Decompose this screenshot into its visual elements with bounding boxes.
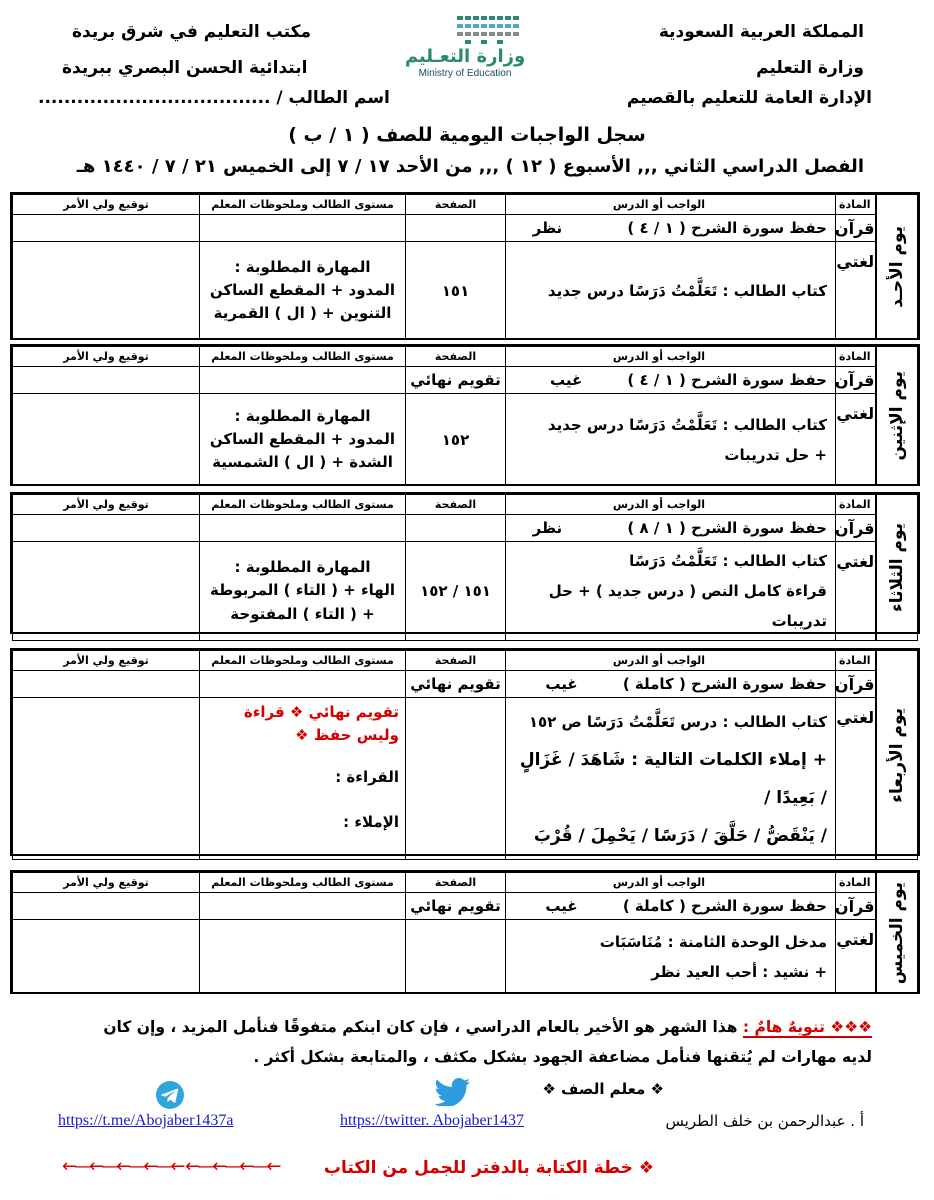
header-notes: مستوى الطالب وملحوظات المعلم: [200, 651, 406, 671]
day-block: [10, 492, 920, 634]
lughati-hw-line: + إملاء الكلمات التالية : شَاهَدَ / غَزَالٍ / بَعِيدًا /: [519, 749, 827, 808]
quran-sign[interactable]: [13, 367, 200, 394]
lughati-page: ١٥٢: [406, 394, 506, 486]
quran-page: تقويم نهائي: [406, 893, 506, 920]
office-title: مكتب التعليم في شرق بريدة: [72, 22, 311, 42]
lughati-page: [406, 920, 506, 994]
header-homework: الواجب أو الدرس: [506, 495, 836, 515]
day-block: [10, 344, 920, 486]
quran-page: تقويم نهائي: [406, 367, 506, 394]
quran-page: [406, 215, 506, 242]
teacher-name: أ . عبدالرحمن بن خلف الطريس: [665, 1112, 864, 1130]
header-page: الصفحة: [406, 347, 506, 367]
lughati-homework: [506, 698, 836, 860]
lughati-subject: لغتي: [836, 394, 876, 486]
lughati-sign[interactable]: [13, 242, 200, 340]
note-text-1: هذا الشهر هو الأخير بالعام الدراسي ، فإن كان ابنكم متفوقًا فنأمل المزيد ، وإن كان: [103, 1018, 743, 1036]
directorate-title: الإدارة العامة للتعليم بالقصيم: [626, 88, 872, 108]
note-line-2: لديه مهارات لم يُتقنها فنأمل مضاعفة الجهود بشكل مكثف ، والمتابعة بشكل أكثر .: [253, 1048, 872, 1066]
teacher-note-line: التنوين + ( ال ) القمرية: [213, 304, 392, 323]
day-name-cell: [876, 873, 918, 994]
lughati-hw-line: مدخل الوحدة الثامنة : مُنَاسَبَات: [599, 932, 827, 951]
teacher-label: ❖ معلم الصف ❖: [542, 1080, 664, 1098]
day-name-cell: [876, 495, 918, 641]
lughati-subject: لغتي: [836, 542, 876, 641]
quran-sign[interactable]: [13, 215, 200, 242]
semester-line: الفصل الدراسي الثاني ,,, الأسبوع ( ١٢ ) ,,, من الأحد ١٧ / ٧ إلى الخميس ٢١ / ٧ / ١٤٤٠ هـ: [76, 156, 864, 177]
quran-page: تقويم نهائي: [406, 671, 506, 698]
header-page: الصفحة: [406, 495, 506, 515]
footer-plan: ❖ خطة الكتابة بالدفتر للجمل من الكتاب: [323, 1158, 654, 1178]
lughati-hw-line: / يَنْقَضُّ / حَلَّقَ / دَرَسًا / يَحْمِلَ / قُرْبَ: [533, 825, 827, 846]
quran-row: [13, 515, 918, 542]
day-name: يوم الأحـد: [886, 226, 907, 308]
lughati-hw-line: كتاب الطالب : تَعَلَّمْتُ دَرَسًا درس جديد: [547, 415, 827, 434]
lughati-subject: لغتي: [836, 242, 876, 340]
quran-homework: [506, 671, 836, 698]
quran-homework: [506, 367, 836, 394]
header-notes: مستوى الطالب وملحوظات المعلم: [200, 195, 406, 215]
teacher-note-line: تقويم نهائي ❖ قراءة وليس حفظ ❖: [243, 703, 399, 745]
ministry-logo-icon: [455, 14, 525, 48]
lughati-row: [13, 542, 918, 641]
quran-notes: [200, 671, 406, 698]
lughati-row: [13, 698, 918, 860]
day-name-cell: [876, 347, 918, 486]
twitter-icon[interactable]: [435, 1078, 471, 1106]
quran-hw-text: حفظ سورة الشرح ( ١ / ٤ ): [627, 219, 827, 237]
quran-hw-text: حفظ سورة الشرح ( كاملة ): [622, 675, 827, 693]
lughati-sign[interactable]: [13, 394, 200, 486]
teacher-note-line: المهارة المطلوبة :: [234, 406, 371, 425]
header-homework: الواجب أو الدرس: [506, 651, 836, 671]
teacher-note-line: المدود + المقطع الساكن: [209, 280, 396, 299]
lughati-hw-line: كتاب الطالب : تَعَلَّمْتُ دَرَسًا درس جديد: [547, 281, 827, 300]
header-page: الصفحة: [406, 873, 506, 893]
quran-notes: [200, 215, 406, 242]
lughati-subject: لغتي: [836, 920, 876, 994]
teacher-note-line: القراءة :: [335, 767, 399, 786]
quran-subject: قرآن: [836, 215, 876, 242]
lughati-row: [13, 920, 918, 994]
lughati-page: ١٥١ / ١٥٢: [406, 542, 506, 641]
header-notes: مستوى الطالب وملحوظات المعلم: [200, 495, 406, 515]
lughati-notes: [200, 920, 406, 994]
twitter-link[interactable]: https://twitter. Abojaber1437: [340, 1112, 524, 1129]
lughati-hw-line: كتاب الطالب : تَعَلَّمْتُ دَرَسًا: [629, 552, 827, 570]
quran-homework: [506, 515, 836, 542]
column-header-row: [13, 873, 918, 893]
column-header-row: [13, 651, 918, 671]
lughati-sign[interactable]: [13, 920, 200, 994]
lughati-homework: [506, 394, 836, 486]
quran-row: [13, 893, 918, 920]
header-subject: المادة: [836, 873, 876, 893]
lughati-page: ١٥١: [406, 242, 506, 340]
quran-homework: [506, 893, 836, 920]
lughati-homework: [506, 542, 836, 641]
header-subject: المادة: [836, 651, 876, 671]
header-page: الصفحة: [406, 195, 506, 215]
footer-arrows: ←—←—←—←—← ←—←—←—←: [62, 1156, 279, 1177]
column-header-row: [13, 495, 918, 515]
column-header-row: [13, 195, 918, 215]
quran-hw-mode: نظر: [532, 519, 563, 537]
lughati-hw-line: كتاب الطالب : درس تَعَلَّمْتُ دَرَسًا ص ١٥٢: [528, 712, 827, 731]
quran-page: [406, 515, 506, 542]
day-block: [10, 192, 920, 340]
header-subject: المادة: [836, 495, 876, 515]
teacher-note-line: الهاء + ( التاء ) المربوطة: [210, 581, 395, 600]
day-name-cell: [876, 651, 918, 860]
quran-hw-mode: غيب: [549, 371, 583, 389]
logo-english-text: Ministry of Education: [418, 68, 512, 79]
header-homework: الواجب أو الدرس: [506, 195, 836, 215]
quran-hw-text: حفظ سورة الشرح ( ١ / ٨ ): [627, 519, 827, 537]
teacher-note-line: المدود + المقطع الساكن: [209, 429, 396, 448]
header-sign: توقيع ولي الأمر: [13, 347, 200, 367]
quran-hw-text: حفظ سورة الشرح ( كاملة ): [622, 897, 827, 915]
student-name-field: اسم الطالب / ....................................: [38, 88, 390, 108]
quran-sign[interactable]: [13, 515, 200, 542]
header-sign: توقيع ولي الأمر: [13, 195, 200, 215]
header-subject: المادة: [836, 195, 876, 215]
header-sign: توقيع ولي الأمر: [13, 495, 200, 515]
lughati-hw-line: + حل تدريبات: [724, 445, 827, 464]
quran-notes: [200, 515, 406, 542]
quran-subject: قرآن: [836, 671, 876, 698]
header-sign: توقيع ولي الأمر: [13, 873, 200, 893]
day-name-cell: [876, 195, 918, 340]
quran-notes: [200, 367, 406, 394]
quran-hw-mode: غيب: [545, 675, 578, 693]
day-name: يوم الإثنين: [886, 371, 907, 461]
teacher-note-line: المهارة المطلوبة :: [234, 257, 371, 276]
quran-subject: قرآن: [836, 515, 876, 542]
teacher-note-line: المهارة المطلوبة :: [234, 558, 371, 577]
lughati-notes: [200, 542, 406, 641]
day-name: يوم الخميس: [886, 881, 907, 985]
teacher-note-line: الشدة + ( ال ) الشمسية: [212, 453, 393, 472]
lughati-hw-line: + نشيد : أحب العيد نظر: [651, 962, 827, 981]
page-title: سجل الواجبات اليومية للصف ( ١ / ب ): [288, 124, 646, 146]
lughati-sign[interactable]: [13, 542, 200, 641]
lughati-homework: [506, 920, 836, 994]
quran-subject: قرآن: [836, 893, 876, 920]
header-sign: توقيع ولي الأمر: [13, 651, 200, 671]
lughati-homework: [506, 242, 836, 340]
quran-sign[interactable]: [13, 671, 200, 698]
lughati-row: [13, 394, 918, 486]
quran-homework: [506, 215, 836, 242]
telegram-icon[interactable]: [155, 1080, 185, 1110]
lughati-row: [13, 242, 918, 340]
quran-hw-mode: غيب: [545, 897, 578, 915]
teacher-note-line: الإملاء :: [343, 812, 399, 831]
quran-subject: قرآن: [836, 367, 876, 394]
school-title: ابتدائية الحسن البصري ببريدة: [62, 58, 308, 78]
day-name: يوم الأربعاء: [886, 707, 907, 803]
quran-row: [13, 215, 918, 242]
lughati-subject: لغتي: [836, 698, 876, 860]
telegram-link[interactable]: https://t.me/Abojaber1437a: [58, 1112, 234, 1129]
teacher-note-line: + ( التاء ) المفتوحة: [230, 604, 375, 623]
quran-hw-mode: نظر: [532, 219, 563, 237]
ministry-title: وزارة التعليم: [756, 58, 864, 78]
header-subject: المادة: [836, 347, 876, 367]
note-tag: ❖❖❖ تنويهٌ هامٌ :: [742, 1018, 872, 1036]
day-name: يوم الثلاثاء: [886, 523, 907, 612]
quran-sign[interactable]: [13, 893, 200, 920]
quran-notes: [200, 893, 406, 920]
header-homework: الواجب أو الدرس: [506, 873, 836, 893]
column-header-row: [13, 347, 918, 367]
header-notes: مستوى الطالب وملحوظات المعلم: [200, 347, 406, 367]
header-page: الصفحة: [406, 651, 506, 671]
lughati-hw-line: قراءة كامل النص ( درس جديد ) + حل تدريبات: [548, 582, 827, 630]
note-line-1: [103, 1018, 872, 1036]
lughati-notes: [200, 698, 406, 860]
day-block: [10, 870, 920, 994]
ministry-logo: [385, 14, 555, 80]
country-title: المملكة العربية السعودية: [658, 22, 864, 42]
lughati-sign[interactable]: [13, 698, 200, 860]
logo-arabic-text: وزارة التعـليم: [404, 46, 526, 67]
lughati-page: [406, 698, 506, 860]
quran-row: [13, 671, 918, 698]
lughati-notes: [200, 242, 406, 340]
day-block: [10, 648, 920, 856]
quran-hw-text: حفظ سورة الشرح ( ١ / ٤ ): [627, 371, 827, 389]
header-notes: مستوى الطالب وملحوظات المعلم: [200, 873, 406, 893]
quran-row: [13, 367, 918, 394]
header-homework: الواجب أو الدرس: [506, 347, 836, 367]
lughati-notes: [200, 394, 406, 486]
